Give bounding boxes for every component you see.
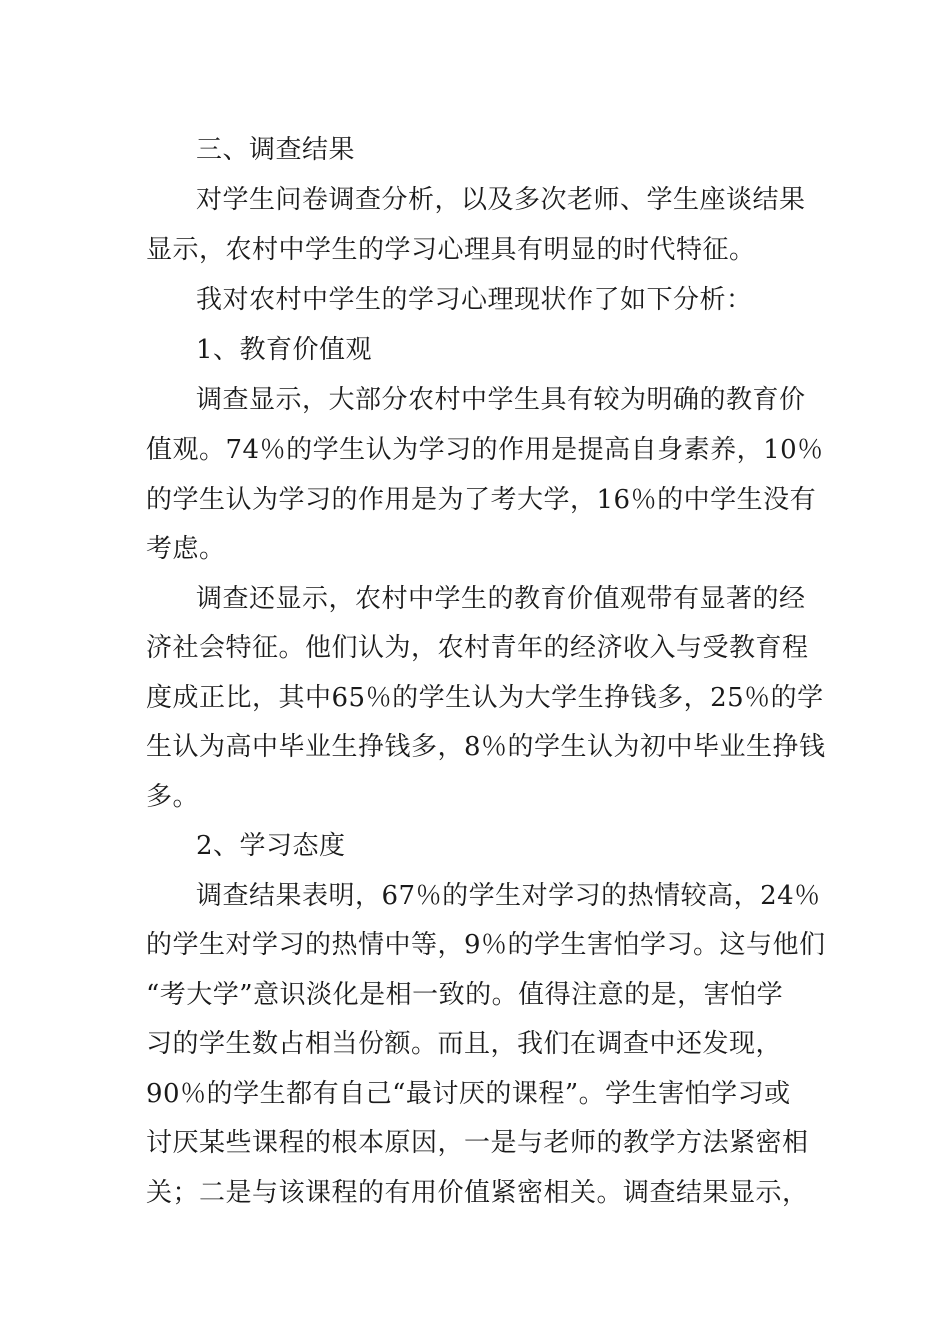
paragraph-line: 习的学生数占相当份额。而且，我们在调查中还发现， (146, 1029, 783, 1059)
paragraph-line: 济社会特征。他们认为，农村青年的经济收入与受教育程 (146, 633, 809, 663)
paragraph-line: 对学生问卷调查分析，以及多次老师、学生座谈结果 (196, 185, 806, 215)
paragraph-line: 90％的学生都有自己“最讨厌的课程”。学生害怕学习或 (146, 1079, 791, 1109)
paragraph-line: 关；二是与该课程的有用价值紧密相关。调查结果显示， (146, 1178, 809, 1208)
paragraph-line: 我对农村中学生的学习心理现状作了如下分析： (196, 285, 753, 315)
paragraph-line: 值观。74％的学生认为学习的作用是提高自身素养，10％ (146, 435, 824, 465)
paragraph-line: 多。 (146, 782, 200, 812)
section-heading: 三、调查结果 (196, 135, 356, 165)
paragraph-line: 调查还显示，农村中学生的教育价值观带有显著的经 (196, 584, 806, 614)
paragraph-line: 的学生认为学习的作用是为了考大学，16％的中学生没有 (146, 485, 817, 515)
subsection-heading: 1、教育价值观 (196, 335, 373, 365)
paragraph-line: 生认为高中毕业生挣钱多，8％的学生认为初中毕业生挣钱 (146, 732, 826, 762)
paragraph-line: 的学生对学习的热情中等，9％的学生害怕学习。这与他们 (146, 930, 826, 960)
paragraph-line: 考虑。 (146, 534, 226, 564)
paragraph-line: “考大学”意识淡化是相一致的。值得注意的是，害怕学 (146, 980, 784, 1010)
paragraph-line: 调查显示，大部分农村中学生具有较为明确的教育价 (196, 385, 806, 415)
paragraph-line: 度成正比，其中65％的学生认为大学生挣钱多，25％的学 (146, 683, 824, 713)
paragraph-line: 调查结果表明，67％的学生对学习的热情较高，24％ (196, 881, 821, 911)
paragraph-line: 讨厌某些课程的根本原因，一是与老师的教学方法紧密相 (146, 1128, 809, 1158)
paragraph-line: 显示，农村中学生的学习心理具有明显的时代特征。 (146, 235, 756, 265)
subsection-heading: 2、学习态度 (196, 831, 346, 861)
